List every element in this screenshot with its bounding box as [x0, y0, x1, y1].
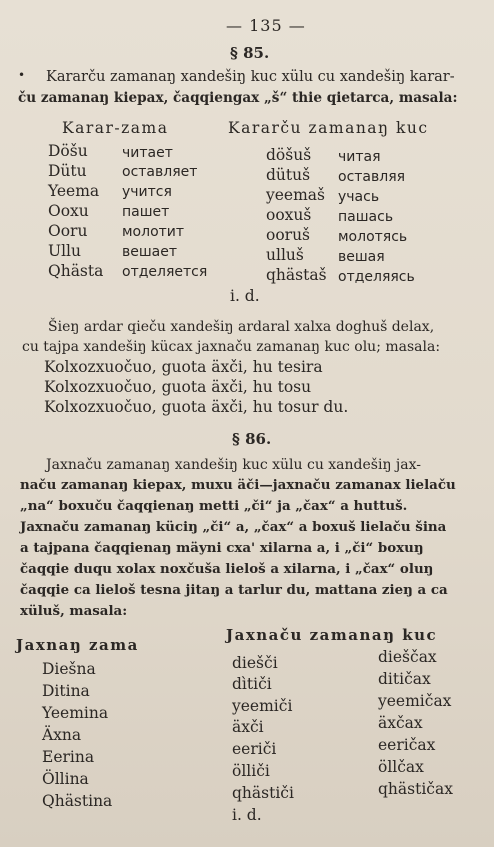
table-cell: Eerina — [42, 748, 95, 766]
table-cell: учится — [122, 184, 172, 200]
table-cell: Yeemina — [42, 704, 109, 722]
paragraph-86-line: xüluš, masala: — [20, 603, 128, 619]
table-cell: ooruš — [266, 226, 311, 244]
table-cell: отделяясь — [338, 269, 415, 285]
paragraph-86-line: „na“ boxuču čaqqienaŋ metti „či“ ja „čax“ a huttuš. — [20, 498, 408, 514]
table-cell: Ullu — [48, 242, 81, 260]
example-line: Kolxozxuočuo, guota äxči, hu tesira — [44, 358, 323, 376]
table-cell: äxči — [232, 718, 264, 736]
table-cell: Äxna — [42, 726, 82, 744]
table-cell: Ooru — [48, 222, 88, 240]
table-header-left: Jaxnaŋ zama — [16, 636, 139, 654]
table-cell: döšuš — [266, 146, 312, 164]
table-cell: eeričax — [378, 736, 436, 754]
table-cell: Qhästa — [48, 262, 104, 280]
paragraph-86-line: a tajpana čaqqienaŋ mäyni cxa' xilarna a, i „či“ boxuŋ — [20, 540, 424, 556]
table-cell: dìtiči — [232, 675, 272, 693]
table-cell: читая — [338, 149, 381, 165]
table-cell: читает — [122, 145, 173, 161]
table-cell: учась — [338, 189, 380, 205]
table-cell: qhästiči — [232, 784, 294, 802]
table-cell: молотясь — [338, 229, 408, 245]
table-cell: молотит — [122, 224, 185, 240]
table-cell: qhästaš — [266, 266, 327, 284]
paragraph-86-line: čaqqie duqu xolax noxčuša lieloš a xilarna, i „čax“ oluŋ — [20, 561, 434, 577]
table-cell: ulluš — [266, 246, 304, 264]
table-cell: eeriči — [232, 740, 277, 758]
paragraph-85b-line-2: cu tajpa xandešiŋ kücax jaxnaču zamanaŋ kuc olu; masala: — [22, 339, 441, 355]
example-line: Kolxozxuočuo, guota äxči, hu tosur du. — [44, 398, 349, 416]
paragraph-86-line: Jaxnaču zamanaŋ küciŋ „či“ a, „čax“ a boxuš lielaču šina — [20, 519, 447, 535]
table-cell: Ooxu — [48, 202, 89, 220]
table-cell: Diešna — [42, 660, 96, 678]
table-cell: yeemiči — [232, 697, 293, 715]
table-cell: вешая — [338, 249, 385, 265]
example-line: Kolxozxuočuo, guota äxči, hu tosu — [44, 378, 312, 396]
paragraph-86-line: naču zamanaŋ kiepax, muxu äči—jaxnaču zamanax lielaču — [20, 477, 456, 493]
table-cell: Qhästina — [42, 792, 113, 810]
paragraph-85-line-1: Kararču zamanaŋ xandešiŋ kuc xülu cu xandešiŋ karar- — [46, 69, 455, 85]
table-cell: Yeema — [48, 182, 100, 200]
table-cell: отделяется — [122, 264, 208, 280]
table-cell: оставляет — [122, 164, 198, 180]
ink-dot: • — [18, 68, 26, 82]
section-86-heading: § 86. — [232, 430, 272, 448]
section-85-heading: § 85. — [230, 44, 270, 62]
table-cell: yeemičax — [378, 692, 452, 710]
table-cell: öllčax — [378, 758, 424, 776]
table-header-right: Kararču zamanaŋ kuc — [228, 119, 429, 137]
table-cell: äxčax — [378, 714, 423, 732]
table-etc: i. d. — [230, 287, 260, 305]
table-cell: оставляя — [338, 169, 406, 185]
table-etc: i. d. — [232, 806, 262, 824]
table-cell: Ditina — [42, 682, 90, 700]
table-cell: ölliči — [232, 762, 270, 780]
paragraph-86-line: čaqqie ca lieloš tesna jitaŋ a tarlur du, mattana zieŋ a ca — [20, 582, 448, 598]
table-cell: пашет — [122, 204, 170, 220]
table-cell: qhästičax — [378, 780, 453, 798]
table-cell: Öllina — [42, 770, 89, 788]
table-cell: yeemaš — [266, 186, 325, 204]
table-cell: dieščax — [378, 648, 437, 666]
table-cell: ooxuš — [266, 206, 312, 224]
paragraph-86-line: Jaxnaču zamanaŋ xandešiŋ kuc xülu cu xandešiŋ jax- — [46, 457, 421, 473]
table-cell: dütuš — [266, 166, 311, 184]
table-header-right: Jaxnaču zamanaŋ kuc — [226, 626, 438, 644]
table-header-left: Karar-zama — [62, 119, 169, 137]
page-number: — 135 — — [226, 16, 306, 35]
table-cell: diešči — [232, 654, 278, 672]
table-cell: пашась — [338, 209, 394, 225]
paragraph-85b-line-1: Šieŋ ardar qieču xandešiŋ ardaral xalxa doghuš delax, — [48, 319, 435, 335]
table-cell: вешает — [122, 244, 178, 260]
paragraph-85-line-2: ču zamanaŋ kiepax, čaqqiengax „š“ thie qietarca, masala: — [18, 90, 458, 106]
table-cell: ditičax — [378, 670, 431, 688]
table-cell: Döšu — [48, 142, 88, 160]
table-cell: Dütu — [48, 162, 87, 180]
